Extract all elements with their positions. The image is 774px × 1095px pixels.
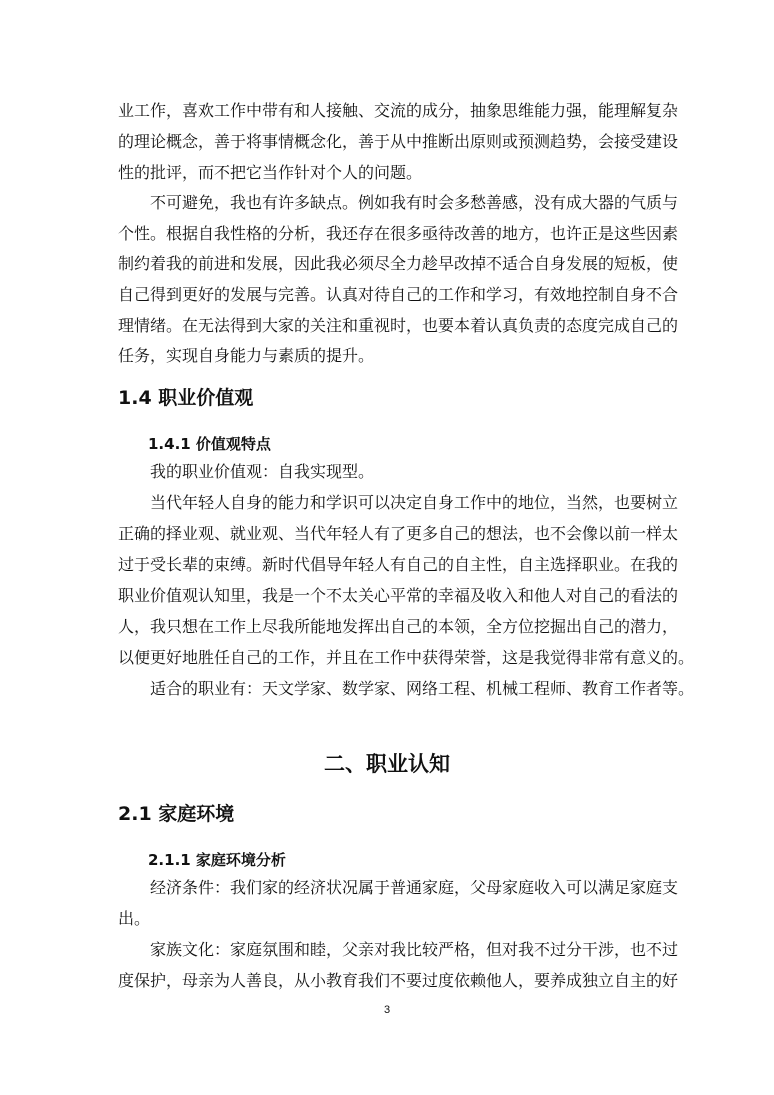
paragraph-line: 不可避免，我也有许多缺点。例如我有时会多愁善感，没有成大器的气质与 <box>150 193 679 212</box>
paragraph-line: 我的职业价值观：自我实现型。 <box>150 462 375 481</box>
section-heading: 2.1 家庭环境 <box>118 803 235 825</box>
paragraph-line: 以便更好地胜任自己的工作，并且在工作中获得荣誉，这是我觉得非常有意义的。 <box>118 648 695 667</box>
paragraph-line: 的理论概念，善于将事情概念化，善于从中推断出原则或预测趋势，会接受建设 <box>118 132 679 151</box>
paragraph-line: 正确的择业观、就业观、当代年轻人有了更多自己的想法，也不会像以前一样太 <box>118 524 679 543</box>
paragraph-line: 经济条件：我们家的经济状况属于普通家庭，父母家庭收入可以满足家庭支 <box>150 878 679 897</box>
paragraph-line: 自己得到更好的发展与完善。认真对待自己的工作和学习，有效地控制自身不合 <box>118 285 679 304</box>
chapter-heading: 二、职业认知 <box>324 752 450 776</box>
paragraph-line: 个性。根据自我性格的分析，我还存在很多亟待改善的地方，也许正是这些因素 <box>118 224 679 243</box>
paragraph-line: 当代年轻人自身的能力和学识可以决定自身工作中的地位，当然，也要树立 <box>150 493 679 512</box>
paragraph-line: 职业价值观认知里，我是一个不太关心平常的幸福及收入和他人对自己的看法的 <box>118 586 679 605</box>
paragraph-line: 制约着我的前进和发展，因此我必须尽全力趁早改掉不适合自身发展的短板，使 <box>118 254 679 273</box>
paragraph-line: 业工作，喜欢工作中带有和人接触、交流的成分，抽象思维能力强，能理解复杂 <box>118 101 679 120</box>
paragraph-line: 度保护，母亲为人善良，从小教育我们不要过度依赖他人，要养成独立自主的好 <box>118 971 679 990</box>
subsection-heading: 1.4.1 价值观特点 <box>148 435 271 453</box>
paragraph-line: 任务，实现自身能力与素质的提升。 <box>118 346 375 365</box>
page-number: 3 <box>383 1004 391 1016</box>
paragraph-line: 适合的职业有：天文学家、数学家、网络工程、机械工程师、教育工作者等。 <box>150 679 695 698</box>
paragraph-line: 理情绪。在无法得到大家的关注和重视时，也要本着认真负责的态度完成自己的 <box>118 316 679 335</box>
paragraph-line: 过于受长辈的束缚。新时代倡导年轻人有自己的自主性，自主选择职业。在我的 <box>118 555 679 574</box>
paragraph-line: 人，我只想在工作上尽我所能地发挥出自己的本领，全方位挖掘出自己的潜力， <box>118 617 679 636</box>
paragraph-line: 出。 <box>118 909 151 928</box>
paragraph-line: 家族文化：家庭氛围和睦，父亲对我比较严格，但对我不过分干涉，也不过 <box>150 940 679 959</box>
paragraph-line: 性的批评，而不把它当作针对个人的问题。 <box>118 163 423 182</box>
section-heading: 1.4 职业价值观 <box>118 387 254 409</box>
subsection-heading: 2.1.1 家庭环境分析 <box>148 851 286 869</box>
